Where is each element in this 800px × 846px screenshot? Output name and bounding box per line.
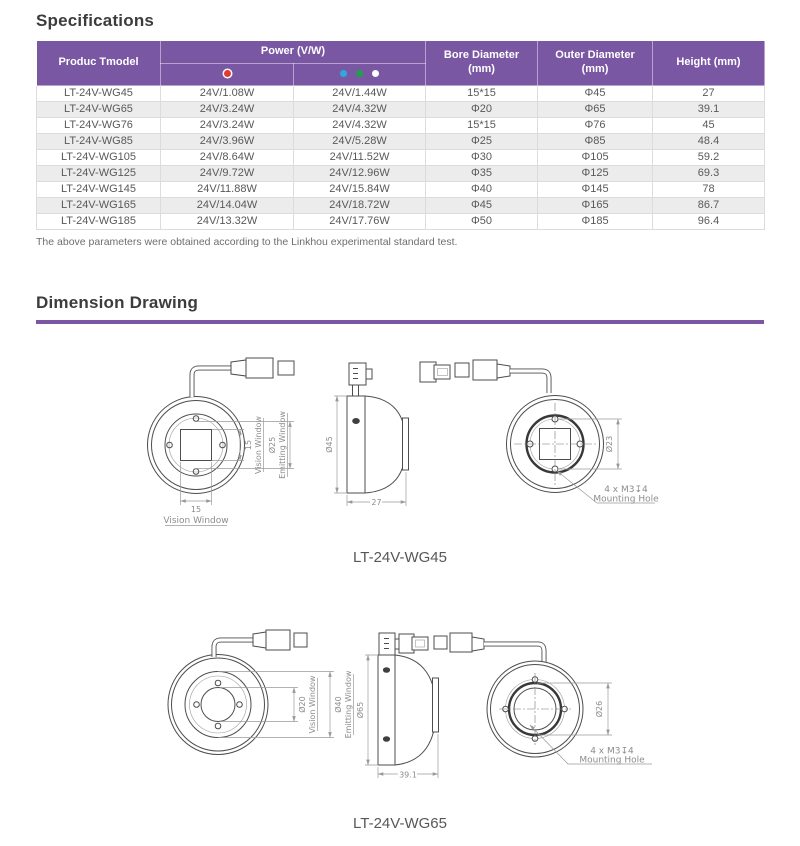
cell-height: 78 [653, 182, 765, 198]
green-led-dot-icon [356, 70, 363, 77]
vision-dim-label: 15 [244, 439, 253, 451]
table-row [37, 214, 765, 230]
cell-bore: Φ45 [426, 198, 538, 214]
wg65-drawing-views [36, 602, 764, 802]
cell-height: 59.2 [653, 150, 765, 166]
cell-power-rgbw: 24V/12.96W [294, 166, 426, 182]
cell-power-red: 24V/9.72W [161, 166, 294, 182]
emitting-window-label: Emitting Window [278, 411, 287, 479]
centerlines [499, 673, 571, 745]
cell-model: LT-24V-WG85 [37, 134, 161, 150]
table-row [37, 86, 765, 102]
white-led-dot-icon [372, 70, 379, 77]
cell-model: LT-24V-WG185 [37, 214, 161, 230]
table-row [37, 198, 765, 214]
wg65-side-view [355, 633, 439, 780]
vision-window-aperture [181, 430, 212, 461]
side-diameter-label: Ø45 [325, 436, 334, 453]
cell-height: 27 [653, 86, 765, 102]
cell-outer: Φ185 [538, 214, 653, 230]
cell-outer: Φ65 [538, 102, 653, 118]
cell-power-rgbw: 24V/15.84W [294, 182, 426, 198]
table-footnote: The above parameters were obtained according to the Linkhou experimental standard test. [36, 236, 458, 248]
spec-table-header [37, 41, 765, 86]
table-row [37, 182, 765, 198]
bottom-vision-dim-label: 15 [190, 505, 202, 514]
specifications-table [36, 40, 765, 230]
lens-plate [403, 418, 409, 470]
wg65-front-view [168, 630, 354, 755]
cell-height: 86.7 [653, 198, 765, 214]
screw [383, 667, 390, 673]
table-row [37, 102, 765, 118]
cell-outer: Φ76 [538, 118, 653, 134]
mounting-note-line2: Mounting Hole [593, 494, 659, 505]
table-row [37, 118, 765, 134]
wg45-drawing-views [36, 340, 764, 536]
cell-bore: Φ50 [426, 214, 538, 230]
cell-model: LT-24V-WG145 [37, 182, 161, 198]
cell-power-rgbw: 24V/4.32W [294, 102, 426, 118]
screw [352, 418, 360, 424]
emitting-dim-label: Ø40 [334, 696, 343, 713]
cell-power-rgbw: 24V/11.52W [294, 150, 426, 166]
cell-power-red: 24V/3.24W [161, 102, 294, 118]
cell-outer: Φ165 [538, 198, 653, 214]
cell-height: 48.4 [653, 134, 765, 150]
side-depth-label: 27 [371, 498, 382, 507]
cable [510, 371, 549, 393]
wg45-side-view [324, 362, 450, 507]
cable-connector [253, 630, 307, 650]
cell-power-red: 24V/14.04W [161, 198, 294, 214]
dimension-drawing-title: Dimension Drawing [36, 293, 199, 312]
cell-model: LT-24V-WG45 [37, 86, 161, 102]
table-row [37, 134, 765, 150]
col-power: Power (V/W) [161, 41, 426, 64]
col-product-model: Produc Tmodel [37, 41, 161, 86]
cell-power-rgbw: 24V/5.28W [294, 134, 426, 150]
mounting-note-line1: 4 x M3↧4 [604, 485, 648, 495]
blue-led-dot-icon [340, 70, 347, 77]
screw [383, 736, 390, 742]
vision-window-label: Vision Window [254, 416, 263, 474]
vision-window-label: Vision Window [308, 675, 317, 734]
emitting-window-label: Emitting Window [344, 670, 353, 739]
wg45-front-view [148, 358, 295, 526]
cell-model: LT-24V-WG65 [37, 102, 161, 118]
cell-bore: 15*15 [426, 118, 538, 134]
cell-power-rgbw: 24V/4.32W [294, 118, 426, 134]
vision-dim-label: Ø20 [298, 696, 307, 713]
cell-bore: Φ20 [426, 102, 538, 118]
lens-plate [433, 678, 439, 732]
mating-connector-symbol [399, 634, 428, 653]
cell-power-red: 24V/11.88W [161, 182, 294, 198]
col-height: Height (mm) [653, 41, 765, 86]
cell-power-red: 24V/8.64W [161, 150, 294, 166]
power-variant-red-header [161, 64, 294, 86]
cell-height: 96.4 [653, 214, 765, 230]
cell-bore: Φ30 [426, 150, 538, 166]
cable-connector [455, 360, 510, 380]
cable [484, 644, 544, 662]
cell-bore: 15*15 [426, 86, 538, 102]
section-divider [36, 320, 764, 324]
cell-outer: Φ145 [538, 182, 653, 198]
cell-power-red: 24V/3.96W [161, 134, 294, 150]
cell-outer: Φ125 [538, 166, 653, 182]
cell-height: 45 [653, 118, 765, 134]
mounting-note-line1: 4 x M3↧4 [590, 746, 634, 757]
vision-window-aperture [201, 688, 235, 722]
cell-outer: Φ85 [538, 134, 653, 150]
back-diameter-label: Ø23 [605, 435, 614, 453]
wg45-back-view [455, 360, 659, 505]
bottom-vision-window-label: Vision Window [163, 516, 229, 526]
cell-model: LT-24V-WG76 [37, 118, 161, 134]
cell-bore: Φ25 [426, 134, 538, 150]
cell-model: LT-24V-WG165 [37, 198, 161, 214]
red-led-dot-icon [224, 70, 231, 77]
emitting-dim-label: Ø25 [268, 436, 277, 454]
cell-power-rgbw: 24V/18.72W [294, 198, 426, 214]
cell-bore: Φ35 [426, 166, 538, 182]
cable [192, 368, 231, 397]
cell-height: 39.1 [653, 102, 765, 118]
mounting-note-line2: Mounting Hole [579, 755, 645, 766]
cable-connector [231, 358, 294, 378]
cell-bore: Φ40 [426, 182, 538, 198]
mating-connector-symbol [420, 362, 450, 382]
side-diameter-label: Ø65 [356, 701, 365, 719]
power-variant-bgw-header [294, 64, 426, 86]
cell-model: LT-24V-WG105 [37, 150, 161, 166]
cell-height: 69.3 [653, 166, 765, 182]
cell-power-rgbw: 24V/1.44W [294, 86, 426, 102]
cell-power-rgbw: 24V/17.76W [294, 214, 426, 230]
dimension-drawing-wg65 [36, 602, 764, 832]
cell-power-red: 24V/3.24W [161, 118, 294, 134]
cell-power-red: 24V/1.08W [161, 86, 294, 102]
cell-power-red: 24V/13.32W [161, 214, 294, 230]
back-diameter-label: Ø26 [595, 700, 604, 718]
spec-table-body [37, 86, 765, 230]
cable-connector [434, 633, 484, 652]
col-bore-diameter: Bore Diameter (mm) [426, 41, 538, 86]
table-row [37, 166, 765, 182]
col-outer-diameter: Outer Diameter (mm) [538, 41, 653, 86]
dimension-drawing-wg45 [36, 340, 764, 566]
table-row [37, 150, 765, 166]
side-depth-label: 39.1 [399, 770, 417, 780]
cell-outer: Φ45 [538, 86, 653, 102]
drawing-caption-wg65: LT-24V-WG65 [353, 815, 447, 832]
cell-outer: Φ105 [538, 150, 653, 166]
specifications-title: Specifications [36, 11, 155, 30]
cell-model: LT-24V-WG125 [37, 166, 161, 182]
drawing-caption-wg45: LT-24V-WG45 [353, 549, 447, 566]
